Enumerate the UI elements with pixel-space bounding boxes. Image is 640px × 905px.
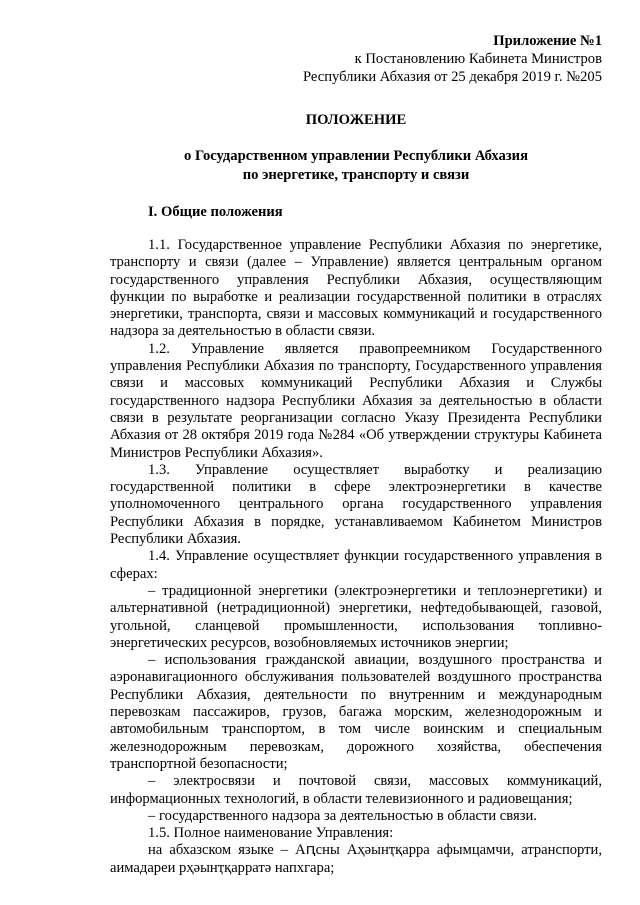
list-item-supervision: – государственного надзора за деятельностью в области связи. (148, 807, 537, 824)
appendix-title: Приложение №1 (493, 33, 602, 49)
appendix-line-2: Республики Абхазия от 25 декабря 2019 г. №205 (302, 69, 602, 85)
appendix-block (110, 0, 602, 86)
document-title: ПОЛОЖЕНИЕ (305, 112, 407, 128)
paragraph-1-1: 1.1. Государственное управление Республики Абхазия по энергетике, транспорту и связи (далее – Управление) является центральным органом государственного управления Республики Абхазия, осуществляющим функции по выработке и реализации государственной политики в отраслях энергетики, транспорта, связи и массовых коммуникаций и государственного надзора за деятельностью в области связи. (110, 237, 602, 340)
subtitle-line-2: по энергетике, транспорту и связи (242, 167, 470, 183)
paragraph-1-4: 1.4. Управление осуществляет функции государственного управления в сферах: (110, 548, 602, 582)
document-body (110, 237, 602, 877)
section-heading: I. Общие положения (148, 204, 283, 220)
paragraph-1-2: 1.2. Управление является правопреемником Государственного управления Республики Абхазия по транспорту, Государственного управления связи и массовых коммуникаций Республики Абхазия и Службы государственного надзора Республики Абхазия за деятельностью в области связи в результате реорганизации согласно Указу Президента Республики Абхазия от 28 октября 2019 года №284 «Об утверждении структуры Кабинета Министров Республики Абхазия». (110, 340, 602, 461)
list-item-transport: – использования гражданской авиации, воздушного пространства и аэронавигационного обслуживания пользователей воздушного пространства Республики Абхазия, деятельности по внутренним и международным перевозкам пассажиров, грузов, багажа морским, железнодорожным и автомобильным транспортом, в том числе воинским и специальным железнодорожным перевозкам, дорожного хозяйства, обеспечения транспортной безопасности; (110, 652, 602, 772)
document-subtitle (110, 147, 602, 185)
paragraph-1-3: 1.3. Управление осуществляет выработку и реализацию государственной политики в сфере электроэнергетики в качестве уполномоченного центрального органа государственного управления Республики Абхазия в порядке, устанавливаемом Кабинетом Министров Республики Абхазия. (110, 461, 602, 548)
abkhaz-name: на абхазском языке – Аԥсны Аҳәынҭқарра афымцамчи, атранспорти, аимадареи рҳәынҭқарратә напхгара; (110, 842, 602, 876)
subtitle-line-1: о Государственном управлении Республики Абхазия (184, 148, 528, 164)
appendix-line-1: к Постановлению Кабинета Министров (354, 51, 602, 67)
paragraph-1-5: 1.5. Полное наименование Управления: (148, 825, 394, 842)
list-item-communications: – электросвязи и почтовой связи, массовых коммуникаций, информационных технологий, в области телевизионного и радиовещания; (110, 773, 602, 807)
list-item-energy: – традиционной энергетики (электроэнергетики и теплоэнергетики) и альтернативной (нетрадиционной) энергетики, нефтедобывающей, газовой, угольной, сланцевой промышленности, использования топливно-энергетических ресурсов, возобновляемых источников энергии; (110, 582, 602, 651)
